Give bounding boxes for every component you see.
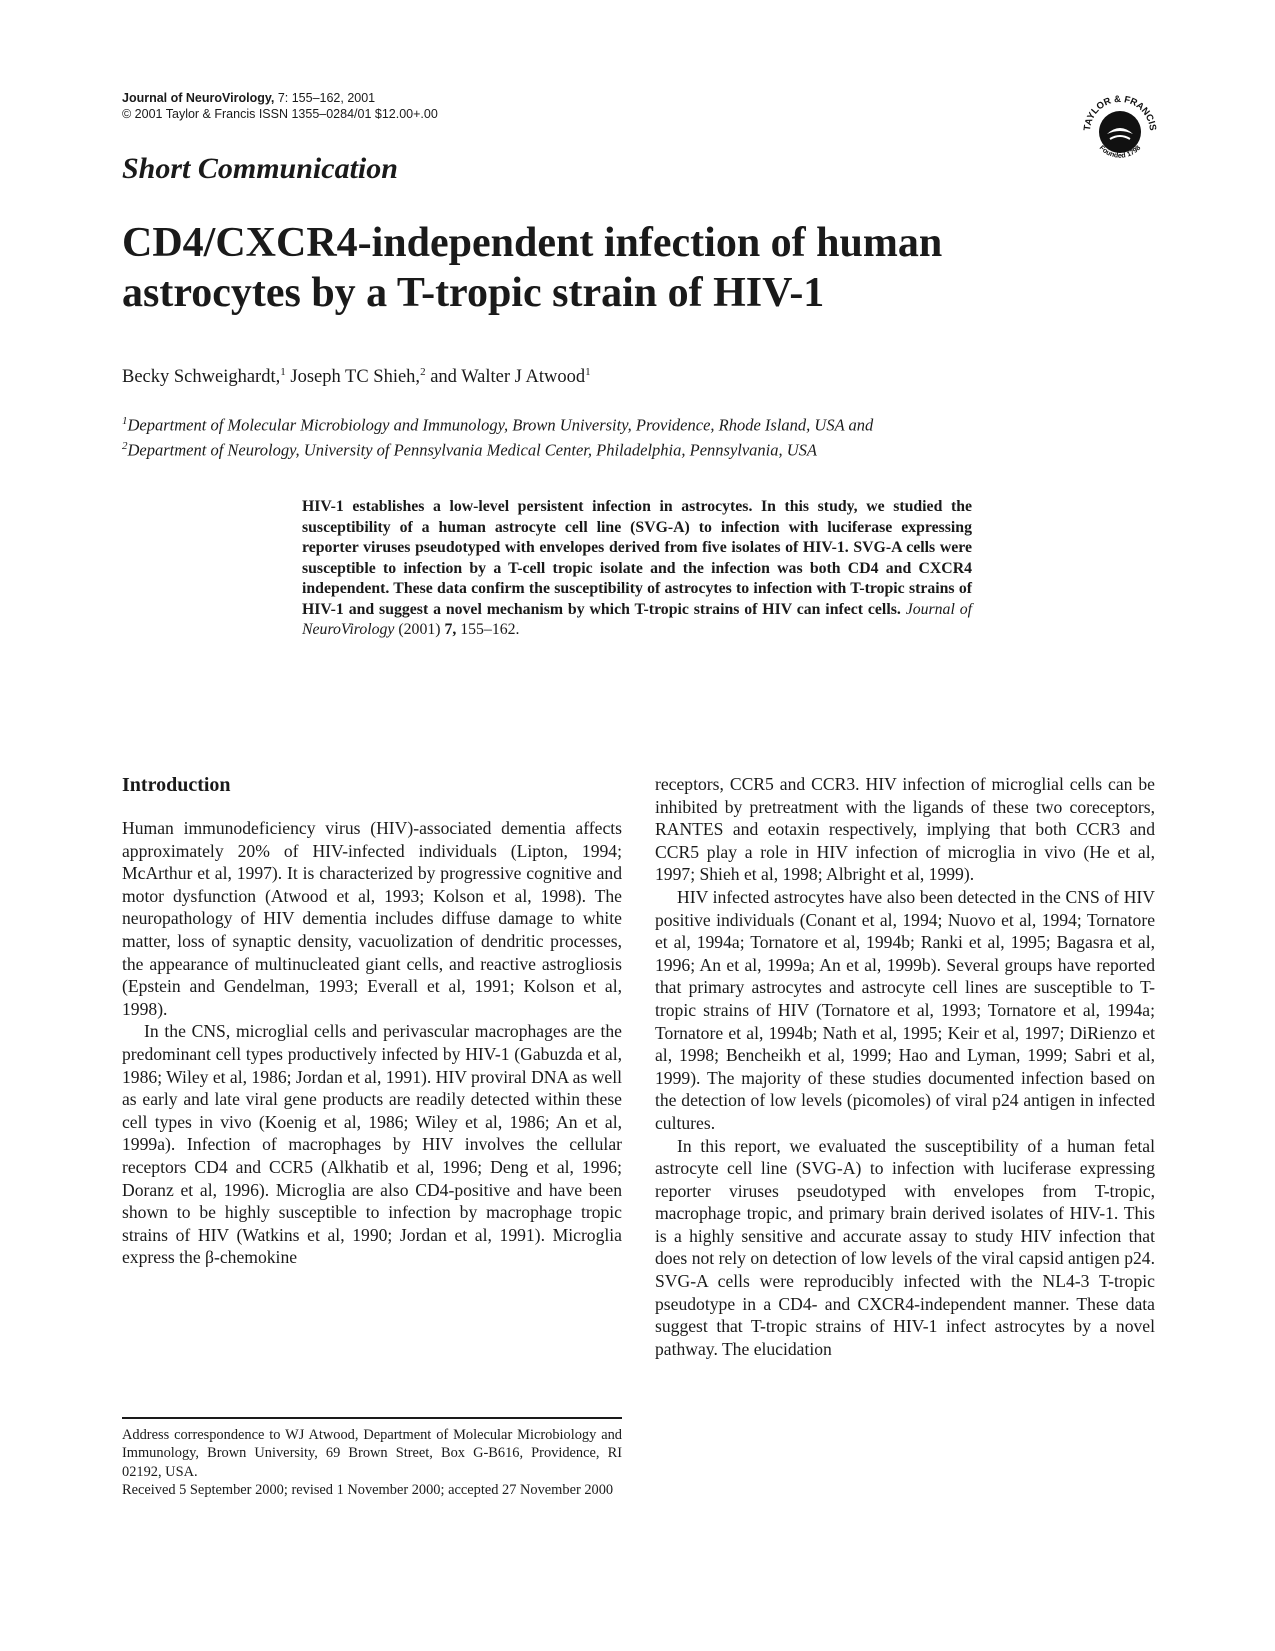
left-column	[122, 773, 622, 1269]
introduction-heading: Introduction	[122, 774, 231, 796]
author-affiliation-mark: 1	[585, 366, 591, 378]
received-dates: Received 5 September 2000; revised 1 November 2000; accepted 27 November 2000	[122, 1482, 614, 1499]
affiliation-mark: 2	[122, 439, 128, 452]
body-paragraph: In the CNS, microglial cells and perivascular macrophages are the predominant cell types productively infected by HIV-1 (Gabuzda et al, 1986; Wiley et al, 1986; Jordan et al, 1991). HIV proviral DNA as well as early and late viral gene products are readily detected within these cell types in vivo (Koenig et al, 1986; Wiley et al, 1986; An et al, 1999a). Infection of macrophages by HIV involves the cellular receptors CD4 and CCR5 (Alkhatib et al, 1996; Deng et al, 1996; Doranz et al, 1996). Microglia are also CD4-positive and have been shown to be highly susceptible to infection by macrophage tropic strains of HIV (Watkins et al, 1990; Jordan et al, 1991). Microglia express the β-chemokine	[122, 1021, 622, 1268]
affiliation-mark: 1	[122, 415, 128, 427]
abstract-text: HIV-1 establishes a low-level persistent infection in astrocytes. In this study, we studied the susceptibility of a human astrocyte cell line (SVG-A) to infection with luciferase expressing reporter viruses pseudotyped with envelopes derived from five isolates of HIV-1. SVG-A cells were susceptible to infection by a T-cell tropic isolate and the infection was both CD4 and CXCR4 independent. These data confirm the susceptibility of astrocytes to infection with T-tropic strains of HIV-1 and suggest a novel mechanism by which T-tropic strains of HIV can infect cells.	[302, 498, 972, 618]
author-name: Becky Schweighardt,	[122, 367, 281, 388]
citation-pages: 155–162.	[456, 621, 520, 638]
copyright-line: © 2001 Taylor & Francis ISSN 1355–0284/01 $12.00+.00	[122, 107, 438, 121]
affiliation-text: Department of Molecular Microbiology and Immunology, Brown University, Providence, Rhode Island, USA and	[127, 415, 874, 435]
body-paragraph: In this report, we evaluated the susceptibility of a human fetal astrocyte cell line (SVG-A) to infection with luciferase expressing reporter viruses pseudotyped with envelopes from T-tropic, macrophage tropic, and primary brain derived isolates of HIV-1. This is a highly sensitive and accurate assay to study HIV infection that does not rely on detection of low levels of the viral capsid antigen p24. SVG-A cells were reproducibly infected with the NL4-3 T-tropic pseudotype in a CD4- and CXCR4-independent manner. These data suggest that T-tropic strains of HIV-1 infect astrocytes by a novel pathway. The elucidation	[655, 1135, 1155, 1359]
journal-volume: 7: 155–162, 2001	[274, 91, 376, 105]
publisher-logo	[1080, 92, 1160, 172]
journal-citation-line	[122, 90, 722, 106]
journal-name: Journal of NeuroVirology,	[122, 91, 275, 105]
footnote	[122, 1426, 622, 1500]
right-column	[655, 773, 1155, 1360]
article-title: CD4/CXCR4-independent infection of human astrocytes by a T-tropic strain of HIV-1	[122, 220, 943, 316]
author-affiliation-mark: 1	[280, 366, 286, 378]
citation-year: (2001)	[394, 621, 445, 638]
body-paragraph: receptors, CCR5 and CCR3. HIV infection of microglial cells can be inhibited by pretreatment with the ligands of these two coreceptors, RANTES and eotaxin respectively, implying that both CCR3 and CCR5 play a role in HIV infection of microglia in vivo (He et al, 1997; Shieh et al, 1998; Albright et al, 1999).	[655, 774, 1155, 885]
author-list	[122, 366, 591, 388]
body-paragraph: Human immunodeficiency virus (HIV)-associated dementia affects approximately 20% of HIV-infected individuals (Lipton, 1994; McArthur et al, 1997). It is characterized by progressive cognitive and motor dysfunction (Atwood et al, 1993; Kolson et al, 1998). The neuropathology of HIV dementia includes diffuse damage to white matter, loss of synaptic density, vacuolization of dendritic processes, the appearance of multinucleated giant cells, and reactive astrogliosis (Epstein and Gendelman, 1993; Everall et al, 1991; Kolson et al, 1998).	[122, 818, 622, 1019]
correspondence-note: Address correspondence to WJ Atwood, Department of Molecular Microbiology and Immunology, Brown University, 69 Brown Street, Box G-B616, Providence, RI 02192, USA.	[122, 1427, 622, 1480]
logo-text-top: TAYLOR & FRANCIS	[1081, 93, 1159, 132]
affiliation-text: Department of Neurology, University of Pennsylvania Medical Center, Philadelphia, Pennsylvania, USA	[127, 440, 818, 459]
author-affiliation-mark: 2	[420, 366, 426, 378]
body-paragraph: HIV infected astrocytes have also been detected in the CNS of HIV positive individuals (Conant et al, 1994; Nuovo et al, 1994; Tornatore et al, 1994a; Tornatore et al, 1994b; Ranki et al, 1995; Bagasra et al, 1996; An et al, 1999a; An et al, 1999b). Several groups have reported that primary astrocytes and astrocyte cell lines are susceptible to T-tropic strains of HIV (Tornatore et al, 1993; Tornatore et al, 1994a; Tornatore et al, 1994b; Nath et al, 1995; Keir et al, 1997; DiRienzo et al, 1998; Bencheikh et al, 1999; Hao and Lyman, 1999; Sabri et al, 1999). The majority of these studies documented infection based on the detection of low levels (picomoles) of viral p24 antigen in infected cultures.	[655, 886, 1155, 1133]
footnote-divider	[122, 1417, 622, 1419]
journal-header	[122, 90, 722, 122]
citation-volume: 7,	[444, 621, 457, 638]
citation-journal: Journal of NeuroVirology	[302, 600, 973, 638]
affiliation-2	[122, 436, 1162, 461]
taylor-francis-logo-icon	[1080, 92, 1160, 172]
section-label: Short Communication	[122, 152, 398, 185]
author-name: Joseph TC Shieh,	[285, 367, 421, 388]
affiliations	[122, 411, 1162, 460]
logo-text-bottom: Founded 1798	[1097, 144, 1143, 160]
abstract	[302, 497, 972, 641]
affiliation-1	[122, 411, 1162, 436]
author-name: and Walter J Atwood	[425, 367, 586, 388]
